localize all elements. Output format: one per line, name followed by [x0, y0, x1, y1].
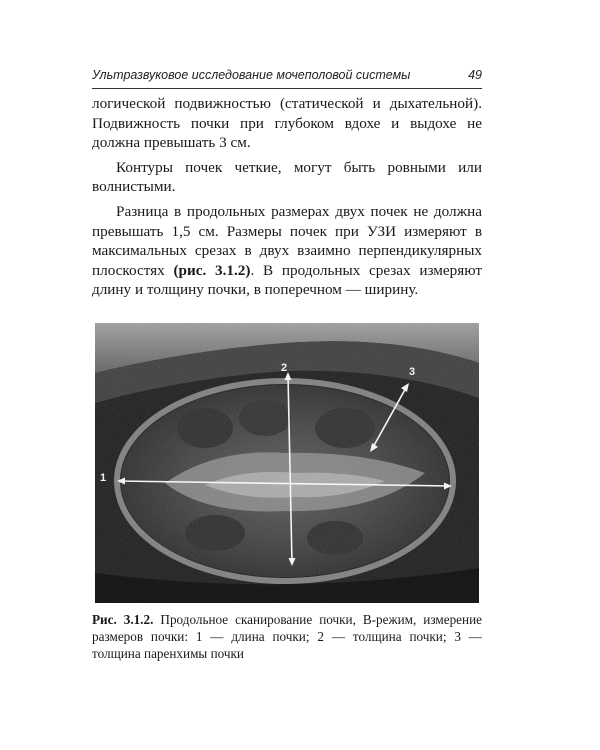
ultrasound-image — [95, 323, 479, 603]
page-number: 49 — [468, 68, 482, 82]
body-text — [92, 94, 482, 305]
caption-text: Продольное сканирование почки, В-режим, измерение размеров почки: 1 — длина почки; 2 — толщина почки; 3 — толщина паренхимы почки — [92, 612, 482, 661]
ultrasound-figure — [95, 323, 479, 603]
paragraph-3-text-start: Разница в продольных размерах двух почек не должна превышать 1,5 см. Размеры почек при УЗИ измеряют в максимальных срезах в двух взаимно перпендикулярных плоскостях — [92, 202, 482, 279]
figure-caption — [92, 612, 482, 662]
paragraph-3-text-end: . В продольных срезах измеряют длину и толщину почки, в поперечном — ширину. — [92, 261, 482, 299]
paragraph-2: Контуры почек четкие, могут быть ровными или волнистыми. — [92, 158, 482, 196]
paragraph-1: логической подвижностью (статической и дыхательной). Подвижность почки при глубоком вдохе и выдохе не должна превышать 3 см. — [92, 95, 482, 152]
label-length: 1 — [100, 472, 107, 484]
paragraph-3 — [92, 202, 482, 300]
running-head — [92, 68, 482, 88]
running-title: Ультразвуковое исследование мочеполовой системы — [92, 68, 411, 82]
label-parenchyma: 3 — [409, 366, 416, 378]
caption-label: Рис. 3.1.2. — [92, 612, 154, 627]
header-rule — [92, 88, 482, 89]
label-thickness: 2 — [281, 362, 288, 374]
figure-reference: (рис. 3.1.2) — [173, 261, 251, 279]
